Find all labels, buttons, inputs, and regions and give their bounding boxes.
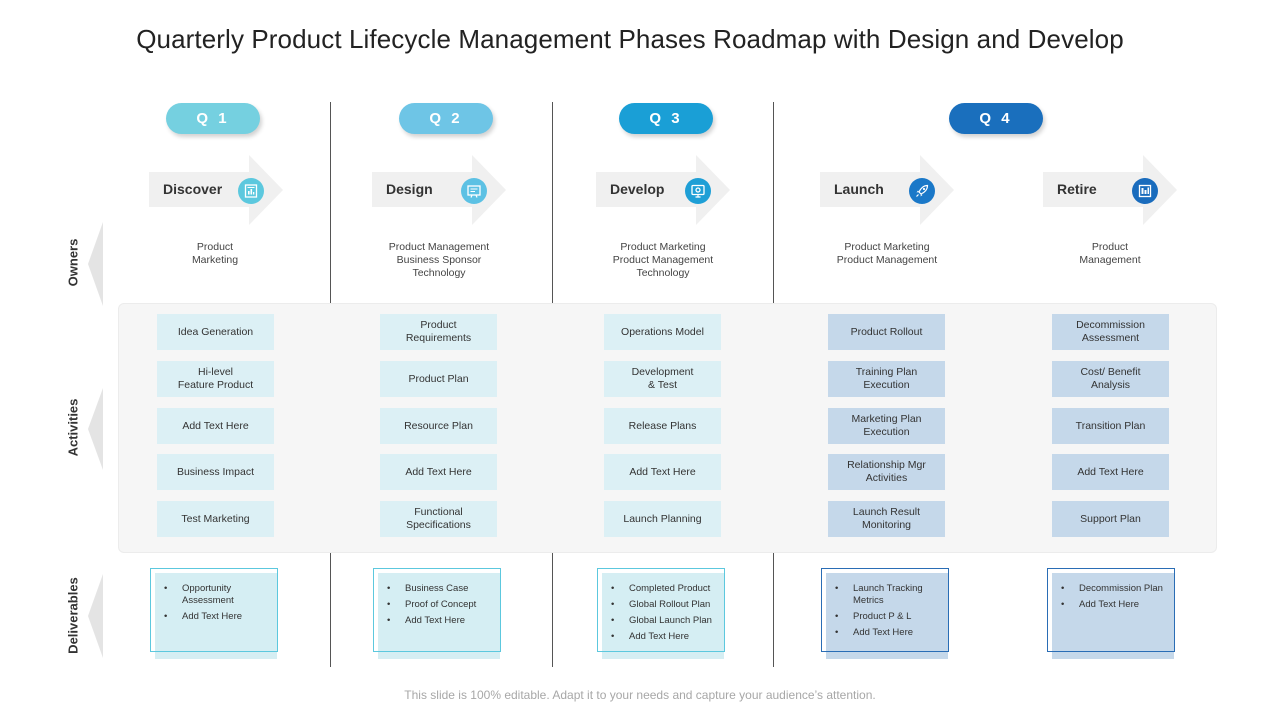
activity-box: Development & Test [604,361,721,397]
activity-box: Product Requirements [380,314,497,350]
quarter-pill-q4: Q 4 [949,103,1043,134]
deliverable-item: • Add Text Here [164,611,272,623]
activity-box: Functional Specifications [380,501,497,537]
phase-label: Design [386,181,433,197]
phase-label: Develop [610,181,665,197]
activity-box: Launch Result Monitoring [828,501,945,537]
owners-row-marker [88,222,104,306]
deliverable-item: • Opportunity Assessment [164,583,272,607]
activity-box: Operations Model [604,314,721,350]
row-label-deliverables: Deliverables [65,577,81,654]
activity-box: Cost/ Benefit Analysis [1052,361,1169,397]
activity-box: Add Text Here [380,454,497,490]
deliverable-item: • Add Text Here [835,627,943,639]
deliverable-item: • Completed Product [611,583,719,595]
quarter-pill-q2: Q 2 [399,103,493,134]
deliverable-item: • Add Text Here [1061,599,1169,611]
deliverables-design [373,568,501,659]
activity-box: Product Rollout [828,314,945,350]
deliverable-item: • Global Rollout Plan [611,599,719,611]
row-label-activities: Activities [65,398,81,457]
activity-box: Product Plan [380,361,497,397]
owners-retire: Product Management [1079,241,1141,266]
owners-launch: Product Marketing Product Management [836,241,938,266]
activity-box: Marketing Plan Execution [828,408,945,444]
phase-arrow-design [372,155,506,225]
document-chart-icon [238,178,264,204]
activity-box: Add Text Here [157,408,274,444]
gear-screen-icon [685,178,711,204]
phase-label: Retire [1057,181,1097,197]
page-title: Quarterly Product Lifecycle Management Phases Roadmap with Design and Develop [136,24,1124,54]
activity-box: Add Text Here [604,454,721,490]
deliverables-launch [821,568,949,659]
deliverable-item: • Business Case [387,583,495,595]
activity-box: Transition Plan [1052,408,1169,444]
activity-box: Test Marketing [157,501,274,537]
activity-box: Hi-level Feature Product [157,361,274,397]
footer-note: This slide is 100% editable. Adapt it to your needs and capture your audience’s attention. [404,688,876,702]
phase-arrow-retire [1043,155,1177,225]
activity-box: Decommission Assessment [1052,314,1169,350]
deliverables-develop [597,568,725,659]
activity-box: Relationship Mgr Activities [828,454,945,490]
owners-design: Product Management Business Sponsor Technology [388,241,490,279]
owners-discover: Product Marketing [191,241,239,266]
activity-box: Resource Plan [380,408,497,444]
phase-label: Launch [834,181,884,197]
deliverable-item: • Add Text Here [611,631,719,643]
deliverables-row-marker [88,574,104,658]
row-label-owners: Owners [65,238,81,287]
design-board-icon [461,178,487,204]
deliverable-item: • Launch Tracking Metrics [835,583,943,607]
phase-label: Discover [163,181,223,197]
deliverable-item: • Product P & L [835,611,943,623]
rocket-icon [909,178,935,204]
activity-box: Business Impact [157,454,274,490]
phase-arrow-discover [149,155,283,225]
activity-box: Support Plan [1052,501,1169,537]
activity-box: Idea Generation [157,314,274,350]
activity-box: Release Plans [604,408,721,444]
phase-arrow-launch [820,155,954,225]
deliverable-item: • Proof of Concept [387,599,495,611]
deliverable-item: • Add Text Here [387,615,495,627]
deliverable-item: • Decommission Plan [1061,583,1169,595]
deliverable-item: • Global Launch Plan [611,615,719,627]
activity-box: Launch Planning [604,501,721,537]
activities-row-marker [88,388,104,470]
activity-box: Training Plan Execution [828,361,945,397]
activity-box: Add Text Here [1052,454,1169,490]
quarter-pill-q3: Q 3 [619,103,713,134]
owners-develop: Product Marketing Product Management Technology [612,241,714,279]
phase-arrow-develop [596,155,730,225]
deliverables-discover [150,568,278,659]
deliverables-retire [1047,568,1175,659]
quarter-pill-q1: Q 1 [166,103,260,134]
archive-screen-icon [1132,178,1158,204]
